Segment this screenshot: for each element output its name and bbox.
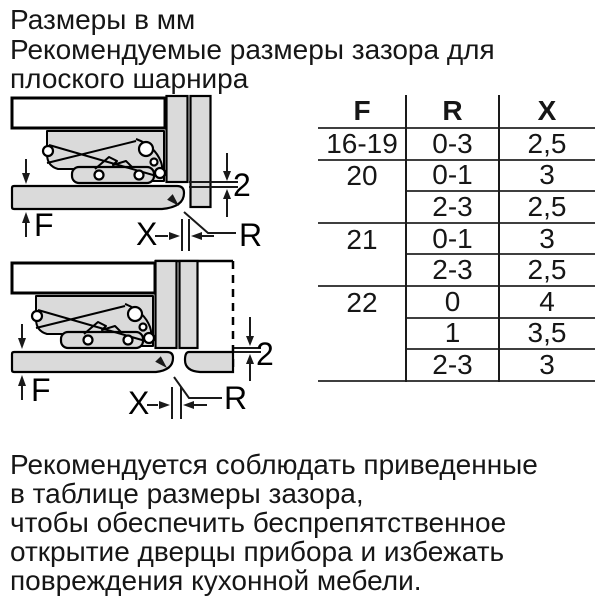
header-f: F <box>353 95 371 126</box>
title-line: Рекомендуемые размеры зазора для <box>10 34 495 65</box>
cell-x: 3 <box>539 348 555 380</box>
cell-x: 3,5 <box>499 319 595 351</box>
label-r: R <box>239 217 263 253</box>
appliance-door-front-panel <box>180 261 198 348</box>
label-gap-2: 2 <box>256 336 274 372</box>
table-header-row <box>318 95 595 129</box>
title-line: плоского шарнира <box>10 63 249 94</box>
cell-x: 3 <box>499 161 595 193</box>
footer-line: Рекомендуется соблюдать приведенные <box>10 449 538 480</box>
footer-line: открытие дверцы прибора и избежать <box>10 536 505 567</box>
cell-x: 2,5 <box>527 190 567 222</box>
label-f: F <box>34 207 54 243</box>
lower-hinge-diagram <box>12 261 274 421</box>
table-row <box>318 287 595 319</box>
appliance-door-inner-panel <box>167 96 188 182</box>
label-r: R <box>224 380 248 416</box>
table-row <box>318 255 595 287</box>
furniture-front-panel <box>12 186 184 209</box>
cell-r: 2-3 <box>432 190 473 222</box>
cabinet-top-panel <box>12 263 155 293</box>
cell-r: 2-3 <box>432 348 473 380</box>
label-gap-2: 2 <box>233 167 251 203</box>
furniture-front-panel-left <box>12 352 173 372</box>
cell-f: 22 <box>346 286 378 318</box>
title-line: Размеры в мм <box>10 4 196 35</box>
cell-r: 0 <box>406 287 499 319</box>
footer-line: повреждения кухонной мебели. <box>10 565 422 596</box>
appliance-door-front-panel <box>191 96 211 207</box>
table-column-divider <box>405 95 407 382</box>
footer-line: чтобы обеспечить беспрепятственное <box>10 507 507 538</box>
header-x: X <box>537 95 557 126</box>
table-row <box>318 350 595 382</box>
header-r: R <box>442 95 463 126</box>
hinge-diagrams <box>0 90 320 435</box>
label-f: F <box>31 372 51 408</box>
footer-line: в таблице размеры зазора, <box>10 478 364 509</box>
appliance-door-inner-panel <box>156 261 177 348</box>
cell-r: 0-1 <box>406 161 499 193</box>
cabinet-top-panel <box>12 98 165 128</box>
cell-r: 1 <box>406 319 499 351</box>
table-row <box>318 192 595 224</box>
table-row <box>318 319 595 351</box>
cell-r: 0-1 <box>406 224 499 256</box>
label-x: X <box>128 385 150 421</box>
label-x: X <box>136 216 158 252</box>
furniture-front-panel-right <box>185 352 233 372</box>
dimension-x <box>147 387 207 419</box>
dimensions-table <box>318 95 595 385</box>
cell-r: 0-3 <box>432 127 473 159</box>
table-row <box>318 161 595 193</box>
upper-hinge-diagram <box>12 96 262 253</box>
cell-f <box>318 350 406 380</box>
cell-f <box>318 192 406 222</box>
cell-f: 16-19 <box>326 127 398 159</box>
cell-x: 2,5 <box>527 127 567 159</box>
cell-r: 2-3 <box>432 254 473 286</box>
table-row <box>318 129 595 161</box>
cell-x: 4 <box>499 287 595 319</box>
cell-x: 3 <box>499 224 595 256</box>
cell-f <box>318 319 406 351</box>
cell-f <box>318 255 406 285</box>
table-column-divider <box>498 95 500 382</box>
cell-f: 20 <box>346 160 378 192</box>
cell-x: 2,5 <box>527 254 567 286</box>
table-row <box>318 224 595 256</box>
dimension-x <box>155 219 214 251</box>
cell-f: 21 <box>346 223 378 255</box>
